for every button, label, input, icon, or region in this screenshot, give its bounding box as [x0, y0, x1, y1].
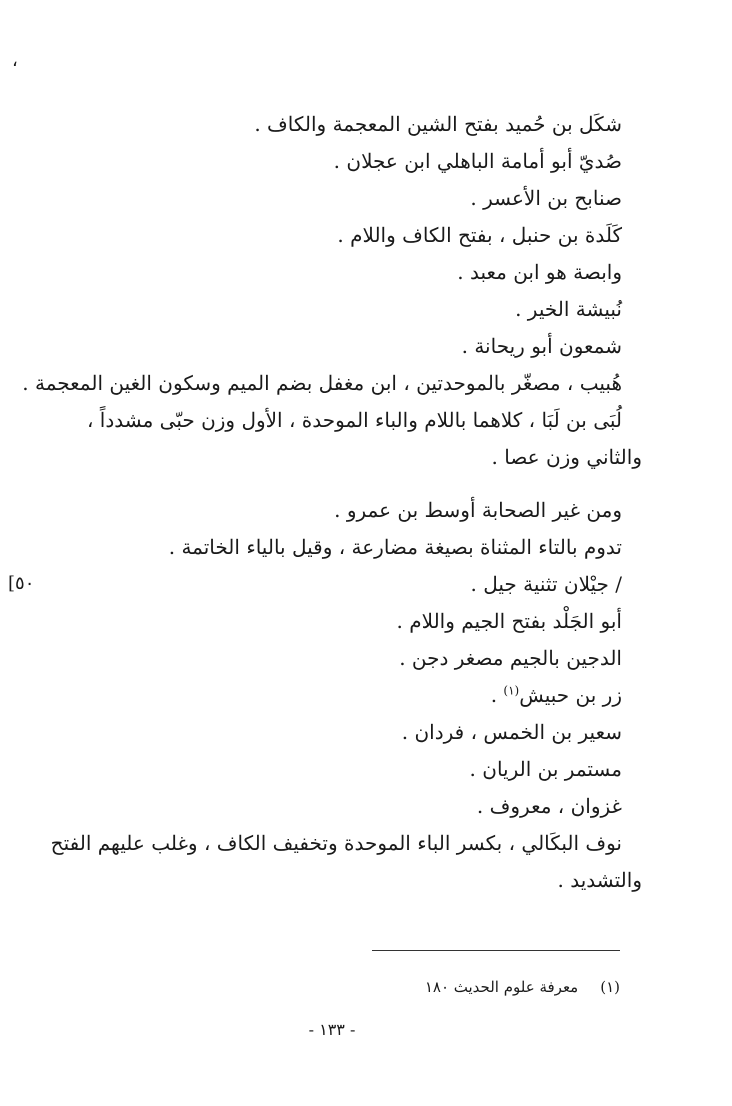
text-line-10: والثاني وزن عصا .	[491, 445, 642, 469]
text-line-16-body: زر بن حبيش	[519, 683, 622, 707]
corner-mark: ،	[12, 50, 18, 71]
text-line-2: صُديّ أبو أمامة الباهلي ابن عجلان .	[333, 149, 622, 173]
main-text	[22, 106, 642, 899]
text-line-19: غزوان ، معروف .	[476, 794, 622, 818]
text-line-11: ومن غير الصحابة أوسط بن عمرو .	[334, 498, 622, 522]
text-line-1: شكَل بن حُميد بفتح الشين المعجمة والكاف .	[254, 112, 622, 136]
footnote-text: معرفة علوم الحديث ١٨٠	[424, 978, 579, 996]
text-line-14: أبو الجَلْد بفتح الجيم واللام .	[396, 609, 622, 633]
margin-folio-note: [٥٠	[8, 573, 35, 594]
text-line-4: كَلَدة بن حنبل ، بفتح الكاف واللام .	[337, 223, 622, 247]
text-line-16	[22, 677, 622, 714]
footnote-divider	[372, 950, 620, 951]
text-line-3: صنابح بن الأعسر .	[470, 186, 622, 210]
page-number: - ١٣٣ -	[308, 1020, 356, 1039]
text-line-15: الدجين بالجيم مصغر دجن .	[399, 646, 622, 670]
text-line-20: نوف البكَالي ، بكسر الباء الموحدة وتخفيف الكاف ، وغلب عليهم الفتح	[50, 831, 622, 855]
text-line-17: سعير بن الخمس ، فردان .	[401, 720, 622, 744]
footnote	[425, 978, 620, 996]
footnote-number: (١)	[600, 978, 620, 996]
text-line-7: شمعون أبو ريحانة .	[461, 334, 622, 358]
text-line-6: نُبيشة الخير .	[515, 297, 622, 321]
text-line-16-tail: .	[490, 683, 504, 707]
footnote-reference: (١)	[503, 683, 520, 698]
text-line-13: / جيْلان تثنية جيل .	[470, 572, 622, 596]
text-line-5: وابصة هو ابن معبد .	[457, 260, 622, 284]
text-line-21: والتشديد .	[557, 868, 642, 892]
text-line-8: هُبيب ، مصغّر بالموحدتين ، ابن مغفل بضم الميم وسكون الغين المعجمة .	[22, 371, 622, 395]
text-line-12: تدوم بالتاء المثناة بصيغة مضارعة ، وقيل بالياء الخاتمة .	[168, 535, 622, 559]
text-line-18: مستمر بن الريان .	[469, 757, 622, 781]
text-line-9: لُبَى بن لَبَا ، كلاهما باللام والباء الموحدة ، الأول وزن حبّى مشدداً ،	[86, 408, 622, 432]
